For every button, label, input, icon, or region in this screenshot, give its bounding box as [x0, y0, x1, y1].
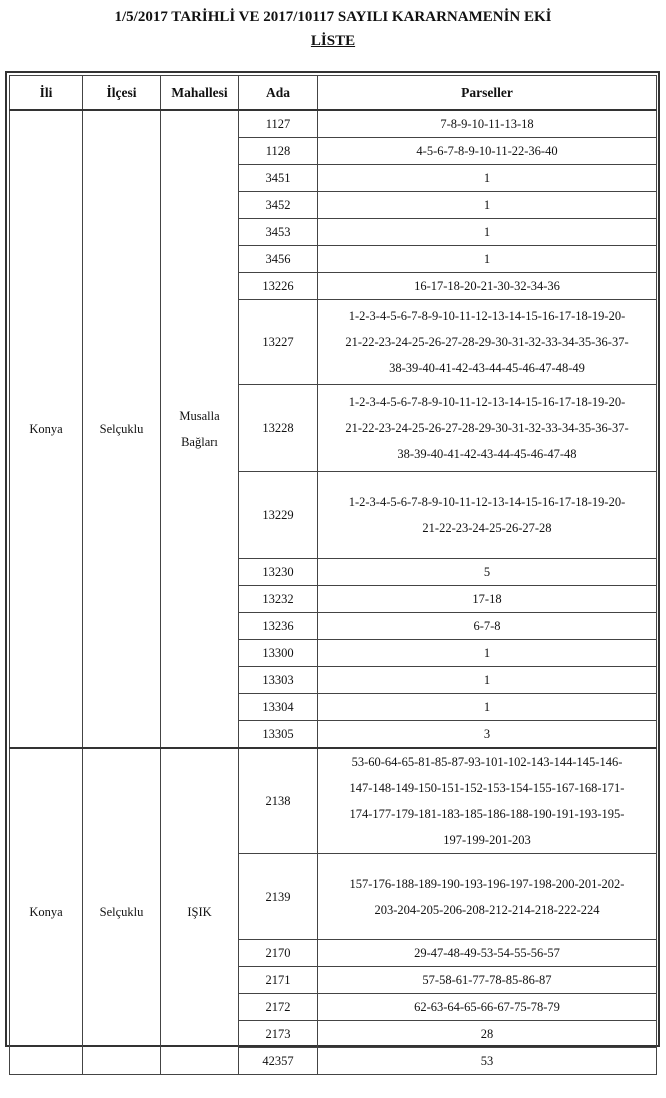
ada-cell: 13227: [239, 300, 318, 385]
table-row: [10, 748, 657, 854]
header-ada: Ada: [239, 76, 318, 111]
header-il: İli: [10, 76, 83, 111]
parseller-cell: 16-17-18-20-21-30-32-34-36: [318, 273, 657, 300]
ada-cell: 1127: [239, 110, 318, 138]
parseller-cell: 53: [318, 1048, 657, 1075]
il-cell: Konya: [10, 748, 83, 1075]
parseller-cell: 7-8-9-10-11-13-18: [318, 110, 657, 138]
parseller-cell: 62-63-64-65-66-67-75-78-79: [318, 994, 657, 1021]
ada-cell: 3453: [239, 219, 318, 246]
header-parseller: Parseller: [318, 76, 657, 111]
parseller-cell: 4-5-6-7-8-9-10-11-22-36-40: [318, 138, 657, 165]
table-body: [10, 110, 657, 1075]
ada-cell: 2139: [239, 854, 318, 940]
ada-cell: 13228: [239, 385, 318, 472]
ada-cell: 13232: [239, 586, 318, 613]
ada-cell: 13229: [239, 472, 318, 559]
parcel-table: [9, 75, 657, 1075]
parseller-cell: 1: [318, 694, 657, 721]
parseller-cell: 57-58-61-77-78-85-86-87: [318, 967, 657, 994]
ada-cell: 13226: [239, 273, 318, 300]
parseller-cell: 1-2-3-4-5-6-7-8-9-10-11-12-13-14-15-16-17-18-19-20- 21-22-23-24-25-26-27-28-29-30-31-32-33-34-35-36-37- 38-39-40-41-42-43-44-45-46-47-48: [318, 385, 657, 472]
ada-cell: 13230: [239, 559, 318, 586]
parseller-cell: 28: [318, 1021, 657, 1048]
ada-cell: 2171: [239, 967, 318, 994]
mahalle-cell: Musalla Bağları: [161, 110, 239, 748]
ada-cell: 42357: [239, 1048, 318, 1075]
mahalle-cell: IŞIK: [161, 748, 239, 1075]
document-subtitle: LİSTE: [310, 33, 356, 49]
ada-cell: 13304: [239, 694, 318, 721]
ada-cell: 13300: [239, 640, 318, 667]
ada-cell: 3456: [239, 246, 318, 273]
parseller-cell: 1: [318, 246, 657, 273]
ilce-cell: Selçuklu: [83, 110, 161, 748]
ada-cell: 13236: [239, 613, 318, 640]
ilce-cell: Selçuklu: [83, 748, 161, 1075]
parseller-cell: 1-2-3-4-5-6-7-8-9-10-11-12-13-14-15-16-17-18-19-20- 21-22-23-24-25-26-27-28-29-30-31-32-33-34-35-36-37- 38-39-40-41-42-43-44-45-46-47-48-49: [318, 300, 657, 385]
parseller-cell: 1: [318, 165, 657, 192]
ada-cell: 13305: [239, 721, 318, 749]
ada-cell: 2173: [239, 1021, 318, 1048]
ada-cell: 13303: [239, 667, 318, 694]
parseller-cell: 3: [318, 721, 657, 749]
header-ilce: İlçesi: [83, 76, 161, 111]
parseller-cell: 5: [318, 559, 657, 586]
ada-cell: 3452: [239, 192, 318, 219]
parseller-cell: 1: [318, 640, 657, 667]
parseller-cell: 1-2-3-4-5-6-7-8-9-10-11-12-13-14-15-16-17-18-19-20- 21-22-23-24-25-26-27-28: [318, 472, 657, 559]
parseller-cell: 1: [318, 667, 657, 694]
parseller-cell: 157-176-188-189-190-193-196-197-198-200-201-202- 203-204-205-206-208-212-214-218-222-224: [318, 854, 657, 940]
parseller-cell: 17-18: [318, 586, 657, 613]
ada-cell: 2138: [239, 748, 318, 854]
header-mahalle: Mahallesi: [161, 76, 239, 111]
ada-cell: 3451: [239, 165, 318, 192]
parseller-cell: 1: [318, 219, 657, 246]
parseller-cell: 6-7-8: [318, 613, 657, 640]
ada-cell: 1128: [239, 138, 318, 165]
document-title: 1/5/2017 TARİHLİ VE 2017/10117 SAYILI KARARNAMENİN EKİ: [114, 9, 552, 25]
parseller-cell: 29-47-48-49-53-54-55-56-57: [318, 940, 657, 967]
ada-cell: 2172: [239, 994, 318, 1021]
parseller-cell: 1: [318, 192, 657, 219]
ada-cell: 2170: [239, 940, 318, 967]
parseller-cell: 53-60-64-65-81-85-87-93-101-102-143-144-145-146- 147-148-149-150-151-152-153-154-155-167-168-171- 174-177-179-181-183-185-186-188-190-191-193-195- 197-199-201-203: [318, 748, 657, 854]
table-header-row: [10, 76, 657, 111]
il-cell: Konya: [10, 110, 83, 748]
table-row: [10, 110, 657, 138]
